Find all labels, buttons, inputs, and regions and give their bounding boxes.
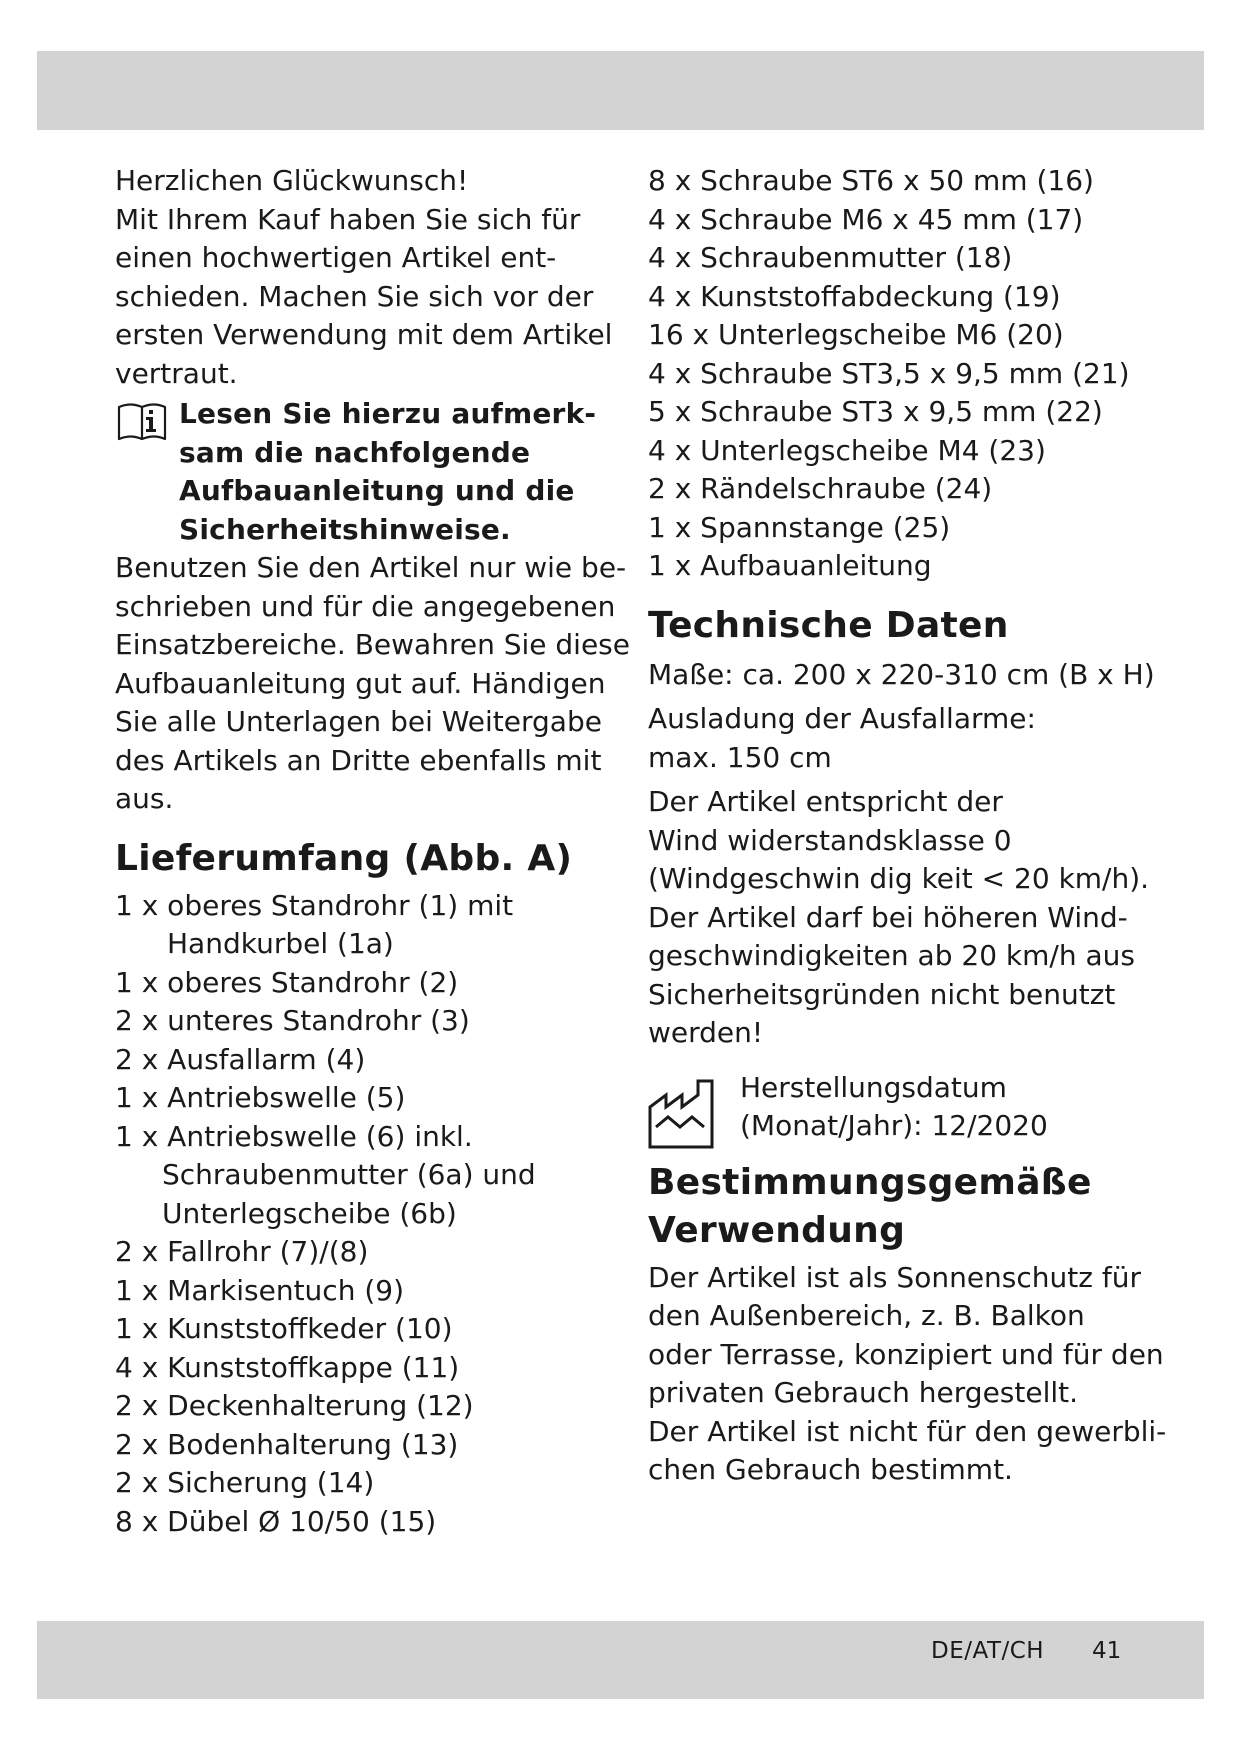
parts-list <box>115 887 605 1542</box>
intro-line: Mit Ihrem Kauf haben Sie sich für <box>115 202 581 236</box>
list-item: 2 x Deckenhalterung (12) <box>115 1389 474 1422</box>
wind-line: Sicherheitsgründen nicht benutzt <box>648 977 1116 1011</box>
section-heading-lieferumfang: Lieferumfang (Abb. A) <box>115 837 573 879</box>
section-heading-technische-daten: Technische Daten <box>648 604 1009 646</box>
usage-line: Benutzen Sie den Artikel nur wie be- <box>115 551 627 584</box>
heading-line: Verwendung <box>648 1209 906 1251</box>
parts-list-continued <box>648 162 1193 586</box>
use-line: den Außenbereich, z. B. Balkon <box>648 1299 1085 1332</box>
list-item: 2 x Ausfallarm (4) <box>115 1042 366 1076</box>
intro-paragraph <box>115 162 613 393</box>
wind-line: geschwindigkeiten ab 20 km/h aus <box>648 939 1135 972</box>
wind-line: Der Artikel darf bei höheren Wind- <box>648 900 1128 934</box>
intro-line: schieden. Machen Sie sich vor der <box>115 279 594 313</box>
list-item: 5 x Schraube ST3 x 9,5 mm (22) <box>648 395 1103 428</box>
list-item: 1 x Antriebswelle (6) inkl. <box>115 1119 473 1153</box>
list-item: Unterlegscheibe (6b) <box>162 1196 457 1230</box>
dimensions-text: Maße: ca. 200 x 220-310 cm (B x H) <box>648 657 1155 691</box>
right-column <box>648 162 1193 1490</box>
usage-line: schrieben und für die angegebenen <box>115 589 616 623</box>
heading-line: Bestimmungsgemäße <box>648 1161 1092 1203</box>
intro-line: vertraut. <box>115 356 238 390</box>
list-item: Handkurbel (1a) <box>167 927 394 960</box>
list-item: 1 x oberes Standrohr (2) <box>115 965 459 999</box>
use-line: privaten Gebrauch hergestellt. <box>648 1376 1079 1409</box>
manufacture-value: (Monat/Jahr): 12/2020 <box>740 1109 1048 1142</box>
usage-paragraph <box>115 549 630 819</box>
info-note <box>115 395 605 549</box>
left-column <box>115 162 630 1541</box>
list-item: 1 x Markisentuch (9) <box>115 1273 404 1307</box>
note-line: Sicherheitshinweise. <box>179 512 511 546</box>
manufacture-date <box>648 1069 1193 1151</box>
list-item: 8 x Schraube ST6 x 50 mm (16) <box>648 164 1094 197</box>
reach-text: max. 150 cm <box>648 740 832 774</box>
list-item: Schraubenmutter (6a) und <box>162 1158 536 1191</box>
use-paragraph <box>648 1259 1193 1490</box>
list-item: 4 x Kunststoffkappe (11) <box>115 1350 460 1384</box>
list-item: 2 x Rändelschraube (24) <box>648 472 993 505</box>
list-item: 16 x Unterlegscheibe M6 (20) <box>648 318 1064 351</box>
list-item: 4 x Schraubenmutter (18) <box>648 241 1013 274</box>
list-item: 2 x Fallrohr (7)/(8) <box>115 1235 369 1268</box>
intro-line: einen hochwertigen Artikel ent- <box>115 241 557 274</box>
list-item: 2 x unteres Standrohr (3) <box>115 1004 470 1037</box>
note-line: Lesen Sie hierzu aufmerk- <box>179 397 597 430</box>
reach-text: Ausladung der Ausfallarme: <box>648 702 1036 735</box>
manufacture-label: Herstellungsdatum <box>740 1070 1007 1104</box>
usage-line: aus. <box>115 782 174 815</box>
usage-line: Aufbauanleitung gut auf. Händigen <box>115 666 606 700</box>
intro-line: Herzlichen Glückwunsch! <box>115 164 469 197</box>
note-line: sam die nachfolgende <box>179 435 531 469</box>
use-line: Der Artikel ist als Sonnenschutz für <box>648 1260 1141 1294</box>
list-item: 2 x Bodenhalterung (13) <box>115 1427 459 1461</box>
usage-line: Einsatzbereiche. Bewahren Sie diese <box>115 628 630 661</box>
wind-line: Der Artikel entspricht der <box>648 785 1003 818</box>
list-item: 1 x Aufbauanleitung <box>648 549 932 582</box>
section-heading-bestimmung <box>648 1159 1193 1255</box>
footer-language-code: DE/AT/CH <box>931 1638 1045 1664</box>
list-item: 4 x Unterlegscheibe M4 (23) <box>648 433 1046 467</box>
list-item: 2 x Sicherung (14) <box>115 1466 375 1499</box>
page-number: 41 <box>1092 1638 1122 1664</box>
open-book-info-icon <box>115 401 169 454</box>
header-bar <box>37 51 1204 130</box>
usage-line: Sie alle Unterlagen bei Weitergabe <box>115 705 602 738</box>
use-line: oder Terrasse, konzipiert und für den <box>648 1337 1164 1371</box>
list-item: 4 x Schraube ST3,5 x 9,5 mm (21) <box>648 356 1130 390</box>
list-item: 1 x Kunststoffkeder (10) <box>115 1312 453 1345</box>
list-item: 4 x Kunststoffabdeckung (19) <box>648 279 1061 313</box>
use-line: chen Gebrauch bestimmt. <box>648 1453 1013 1486</box>
factory-icon <box>648 1077 726 1160</box>
wind-line: (Windgeschwin dig keit < 20 km/h). <box>648 862 1150 895</box>
note-line: Aufbauanleitung und die <box>179 474 575 507</box>
list-item: 1 x oberes Standrohr (1) mit <box>115 888 514 922</box>
wind-line: werden! <box>648 1016 764 1049</box>
usage-line: des Artikels an Dritte ebenfalls mit <box>115 743 602 777</box>
list-item: 1 x Antriebswelle (5) <box>115 1081 406 1114</box>
list-item: 8 x Dübel Ø 10/50 (15) <box>115 1504 437 1538</box>
wind-paragraph <box>648 783 1193 1053</box>
use-line: Der Artikel ist nicht für den gewerbli- <box>648 1414 1167 1448</box>
list-item: 4 x Schraube M6 x 45 mm (17) <box>648 202 1084 236</box>
wind-line: Wind widerstandsklasse 0 <box>648 823 1012 857</box>
list-item: 1 x Spannstange (25) <box>648 510 951 544</box>
intro-line: ersten Verwendung mit dem Artikel <box>115 318 613 351</box>
